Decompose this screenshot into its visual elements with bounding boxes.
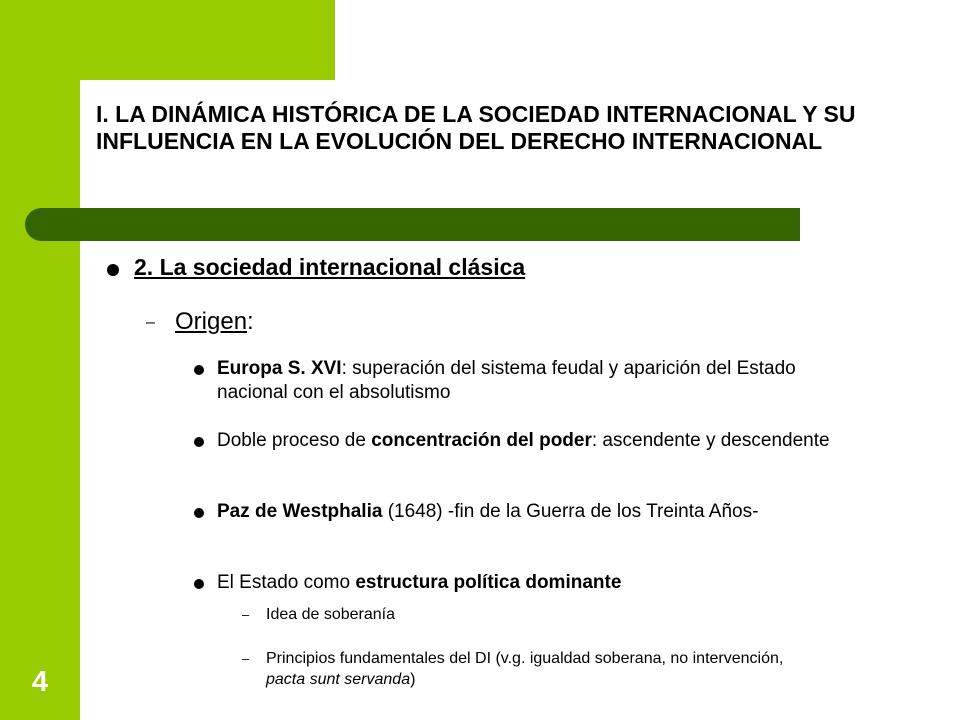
bullet-dot-icon — [194, 579, 204, 589]
subheading — [175, 308, 254, 336]
bullet-pre: Doble proceso de — [217, 430, 372, 451]
slide-number: 4 — [31, 666, 49, 698]
subheading-colon: : — [247, 308, 254, 335]
title-divider-bar — [25, 208, 800, 241]
bullet-bold: Paz de Westphalia — [217, 501, 383, 522]
subbullet-item: Idea de soberanía — [266, 606, 395, 623]
bullet-dot-icon — [194, 437, 204, 447]
subbullet-post: ) — [410, 671, 416, 688]
bullet-dot-icon — [194, 508, 204, 518]
dash-icon: – — [146, 314, 155, 331]
subbullet-item — [266, 648, 826, 690]
bullet-text: : superación del sistema feudal y aparición del Estado nacional con el absolutismo — [217, 358, 796, 403]
bullet-text: : ascendente y descendente — [591, 430, 830, 451]
bullet-item — [217, 357, 842, 405]
bullet-text: (1648) -fin de la Guerra de los Treinta Años- — [382, 501, 759, 522]
bullet-bold: concentración del poder — [371, 430, 592, 451]
bullet-bold: Europa S. XVI — [217, 358, 342, 379]
top-accent-band — [80, 0, 335, 80]
dash-icon: – — [242, 607, 250, 622]
section-heading: 2. La sociedad internacional clásica — [134, 254, 526, 280]
slide-title: I. LA DINÁMICA HISTÓRICA DE LA SOCIEDAD INTERNACIONAL Y SU INFLUENCIA EN LA EVOLUCIÓN DEL DERECHO INTERNACIONAL — [96, 101, 856, 154]
left-accent-band — [0, 0, 80, 720]
bullet-item — [217, 500, 842, 524]
subbullet-italic: pacta sunt servanda — [266, 671, 411, 688]
bullet-dot-icon — [107, 264, 119, 276]
bullet-pre: El Estado como — [217, 572, 356, 593]
bullet-bold: estructura política dominante — [355, 572, 622, 593]
bullet-item — [217, 571, 842, 595]
bullet-item — [217, 429, 842, 453]
subbullet-text: Principios fundamentales del DI (v.g. igualdad soberana, no intervención, — [266, 650, 784, 667]
bullet-dot-icon — [194, 365, 204, 375]
subheading-label: Origen — [175, 308, 248, 335]
dash-icon: – — [242, 651, 250, 666]
